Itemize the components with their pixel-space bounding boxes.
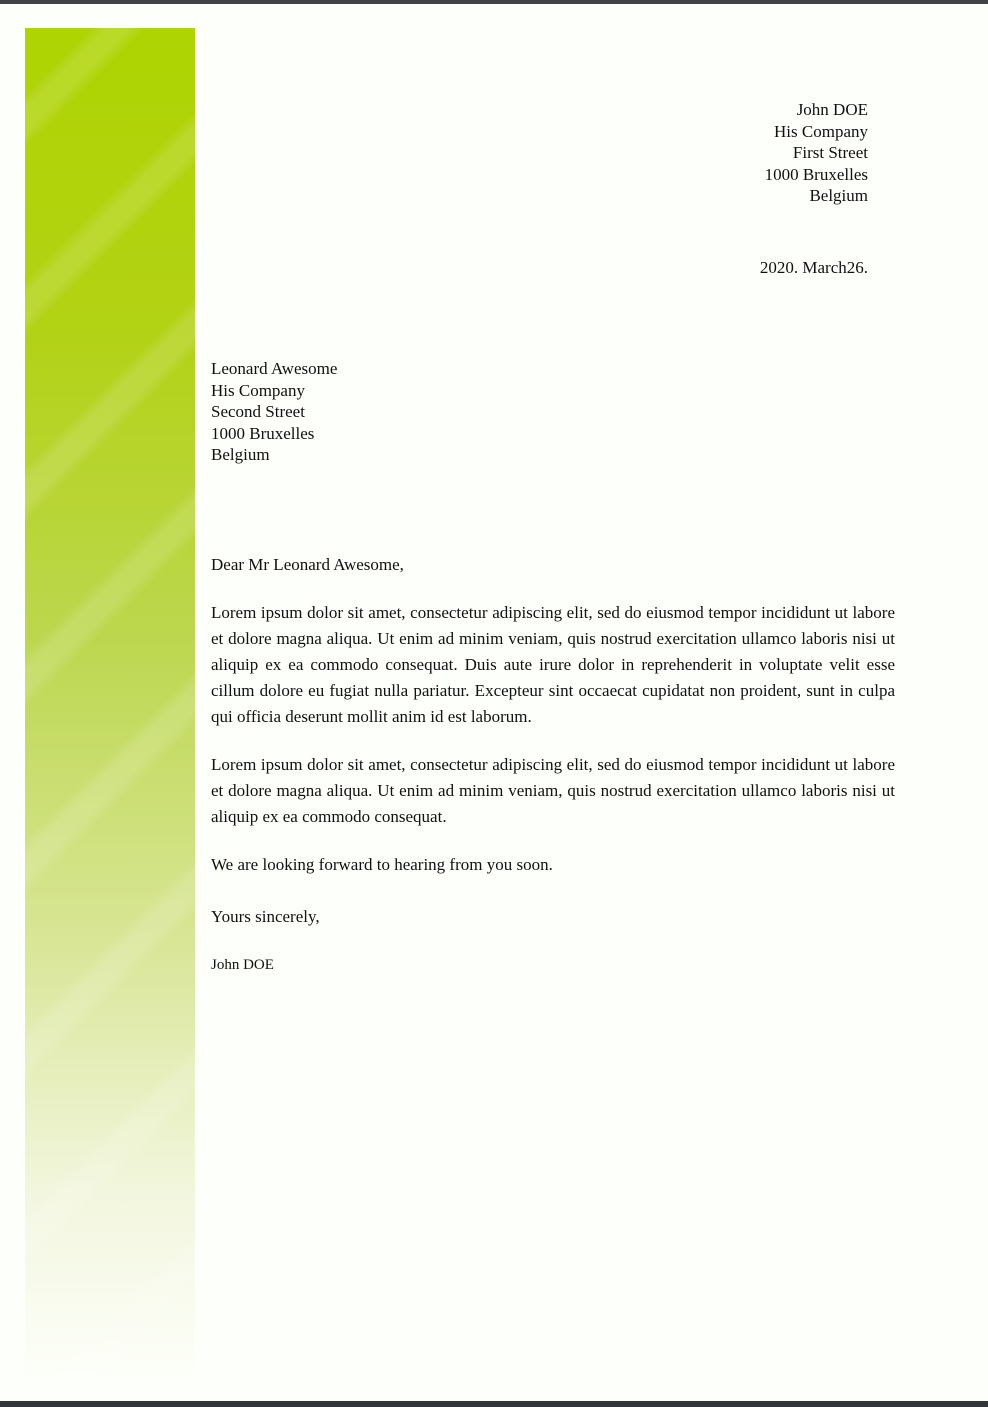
sender-address-block	[765, 99, 868, 207]
signature-name: John DOE	[211, 957, 274, 973]
recipient-address-block	[211, 358, 337, 466]
valediction: Yours sincerely,	[211, 907, 320, 926]
sender-name: John DOE	[796, 100, 868, 119]
accent-gradient-bar	[25, 28, 195, 1380]
body-paragraph-2: Lorem ipsum dolor sit amet, consectetur adipiscing elit, sed do eiusmod tempor incididunt ut labore et dolore magna aliqua. Ut enim ad minim veniam, quis nostrud exercitation ullamco laboris nisi ut aliquip ex ea commodo consequat.	[211, 755, 895, 826]
recipient-street: Second Street	[211, 402, 305, 422]
sender-company: His Company	[774, 121, 868, 141]
sender-city: 1000 Bruxelles	[764, 164, 868, 184]
sender-street: First Street	[792, 143, 868, 163]
recipient-city: 1000 Bruxelles	[211, 423, 315, 443]
body-paragraph-1: Lorem ipsum dolor sit amet, consectetur adipiscing elit, sed do eiusmod tempor incididunt ut labore et dolore magna aliqua. Ut enim ad minim veniam, quis nostrud exercitation ullamco laboris nisi ut aliquip ex ea commodo consequat. Duis aute irure dolor in reprehenderit in voluptate velit esse cillum dolore eu fugiat nulla pariatur. Excepteur sint occaecat cupidatat non proident, sunt in culpa qui officia deserunt mollit anim id est laborum.	[211, 603, 895, 726]
recipient-country: Belgium	[211, 445, 270, 465]
closing-line: We are looking forward to hearing from you soon.	[211, 855, 553, 874]
salutation: Dear Mr Leonard Awesome,	[211, 555, 404, 574]
viewport-bottom-edge	[0, 1401, 988, 1407]
letter-date: 2020. March26.	[759, 258, 868, 277]
sender-country: Belgium	[809, 186, 868, 206]
recipient-company: His Company	[211, 380, 305, 400]
letter-body	[211, 552, 895, 1000]
viewport-top-edge	[0, 0, 988, 4]
recipient-name: Leonard Awesome	[211, 359, 338, 378]
